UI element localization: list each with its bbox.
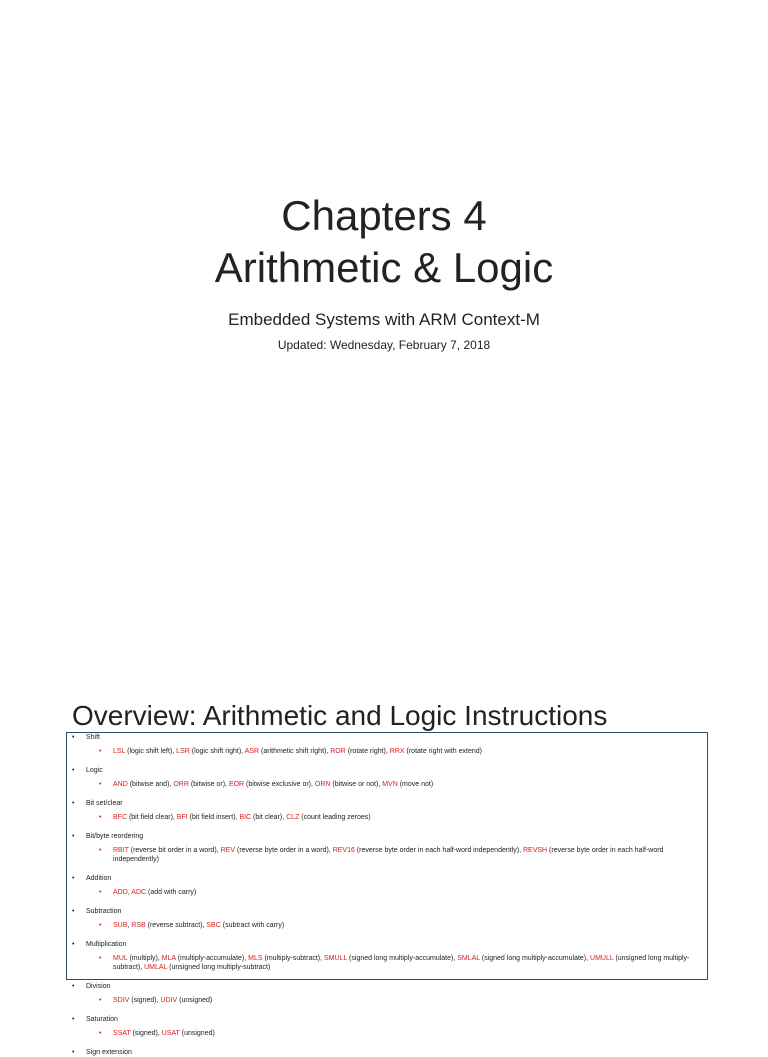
sub-bullet-icon: • (99, 847, 102, 854)
instruction-description: (bitwise and), (127, 781, 174, 788)
bullet-icon: • (72, 1049, 75, 1056)
instruction-description: (signed long multiply-accumulate), (479, 955, 591, 962)
instruction-description: (reverse byte order in each half-word independently) (113, 847, 664, 863)
instruction-description: (logic shift left), (125, 748, 177, 755)
sub-bullet-icon: • (99, 814, 102, 821)
instruction-mnemonic: BFC (113, 814, 127, 821)
instruction-description: , (127, 922, 132, 929)
instruction-mnemonic: LSL (113, 748, 126, 755)
bullet-icon: • (72, 983, 75, 990)
instruction-description: (reverse byte order in each half-word independently), (354, 847, 523, 854)
instruction-description: (bitwise exclusive or), (244, 781, 315, 788)
instruction-mnemonic: EOR (228, 781, 245, 788)
instruction-description: (count leading zeroes) (299, 814, 371, 821)
instruction-mnemonic: REV16 (332, 847, 355, 854)
bullet-icon: • (72, 734, 75, 741)
instruction-description: (bit field clear), (127, 814, 177, 821)
bullet-icon: • (72, 1016, 75, 1023)
instruction-description: (unsigned) (179, 1030, 215, 1037)
instruction-description: (unsigned long multiply-subtract), (113, 955, 690, 971)
instruction-line (72, 780, 712, 789)
instruction-description: (bitwise or), (188, 781, 229, 788)
instruction-mnemonic: MUL (113, 955, 128, 962)
instruction-mnemonic: SMULL (324, 955, 348, 962)
category-name: Multiplication (86, 941, 127, 948)
instruction-description: (add with carry) (146, 889, 197, 896)
instruction-mnemonic: UMULL (590, 955, 614, 962)
instruction-line (72, 1029, 712, 1038)
instruction-mnemonic: MVN (382, 781, 398, 788)
instruction-mnemonic: SDIV (113, 997, 130, 1004)
instruction-description: (unsigned long multiply-subtract) (167, 964, 271, 971)
sub-bullet-icon: • (99, 889, 102, 896)
category-name: Sign extension (86, 1049, 132, 1056)
category-block (72, 940, 712, 972)
instruction-description: (subtract with carry) (220, 922, 285, 929)
category-name: Division (86, 983, 111, 990)
instruction-mnemonic: SSAT (113, 1030, 131, 1037)
category-block (72, 799, 712, 822)
instruction-line (72, 813, 712, 822)
instruction-mnemonic: ADD (113, 889, 128, 896)
updated-date: Updated: Wednesday, February 7, 2018 (277, 338, 491, 352)
instruction-description: (reverse byte order in a word), (235, 847, 333, 854)
instruction-description: (bit clear), (251, 814, 287, 821)
instruction-description: (signed), (130, 1030, 162, 1037)
title-line-1: Chapters 4 (281, 192, 487, 239)
instruction-mnemonic: RBIT (113, 847, 129, 854)
instruction-description: (rotate right), (345, 748, 390, 755)
bullet-icon: • (72, 941, 75, 948)
category-heading (72, 982, 712, 991)
instruction-mnemonic: USAT (161, 1030, 180, 1037)
category-heading (72, 874, 712, 883)
bullet-icon: • (72, 767, 75, 774)
instruction-line (72, 921, 712, 930)
slide-subtitle: Embedded Systems with ARM Context-M (228, 310, 540, 329)
instruction-description: (reverse subtract), (145, 922, 207, 929)
instruction-description: (signed long multiply-accumulate), (347, 955, 458, 962)
instruction-mnemonic: ASR (244, 748, 260, 755)
category-block (72, 1015, 712, 1038)
instruction-mnemonic: SUB (113, 922, 128, 929)
instruction-line (72, 996, 712, 1005)
sub-bullet-icon: • (99, 922, 102, 929)
category-block (72, 982, 712, 1005)
instruction-mnemonic: ROR (330, 748, 346, 755)
instruction-description: (arithmetic shift right), (259, 748, 331, 755)
bullet-icon: • (72, 833, 75, 840)
sub-bullet-icon: • (99, 781, 102, 788)
instruction-description: (multiply), (127, 955, 162, 962)
bullet-icon: • (72, 908, 75, 915)
sub-bullet-icon: • (99, 997, 102, 1004)
instruction-line (72, 747, 712, 756)
category-block (72, 766, 712, 789)
instruction-line (72, 846, 712, 864)
instruction-mnemonic: BIC (239, 814, 252, 821)
category-heading (72, 766, 712, 775)
instruction-mnemonic: REVSH (522, 847, 548, 854)
category-name: Saturation (86, 1016, 118, 1023)
category-heading (72, 940, 712, 949)
instruction-description: (signed), (129, 997, 161, 1004)
category-name: Shift (86, 734, 101, 741)
instruction-mnemonic: BFI (176, 814, 188, 821)
instruction-mnemonic: MLA (161, 955, 176, 962)
category-block (72, 832, 712, 864)
category-name: Subtraction (86, 908, 122, 915)
category-heading (72, 832, 712, 841)
instruction-mnemonic: CLZ (286, 814, 300, 821)
category-name: Bit/byte reordering (86, 833, 144, 840)
instruction-mnemonic: REV (220, 847, 236, 854)
instruction-mnemonic: ADC (131, 889, 147, 896)
instruction-mnemonic: ORR (173, 781, 189, 788)
instruction-mnemonic: AND (113, 781, 128, 788)
instruction-mnemonic: LSR (176, 748, 190, 755)
instruction-description: (bitwise or not), (330, 781, 383, 788)
instruction-description: (rotate right with extend) (404, 748, 482, 755)
instruction-line (72, 888, 712, 897)
category-block (72, 733, 712, 756)
instruction-description: , (127, 889, 132, 896)
instruction-mnemonic: RRX (389, 748, 405, 755)
instruction-mnemonic: UMLAL (144, 964, 168, 971)
sub-bullet-icon: • (99, 955, 102, 962)
bullet-icon: • (72, 800, 75, 807)
category-block (72, 1048, 712, 1057)
bullet-icon: • (72, 875, 75, 882)
instruction-description: (bit field insert), (187, 814, 240, 821)
instruction-description: (logic shift right), (189, 748, 245, 755)
category-name: Bit set/clear (86, 800, 123, 807)
category-heading (72, 907, 712, 916)
instruction-description: (unsigned) (177, 997, 213, 1004)
category-heading (72, 1015, 712, 1024)
category-name: Logic (86, 767, 103, 774)
sub-bullet-icon: • (99, 748, 102, 755)
category-heading (72, 1048, 712, 1057)
instruction-line (72, 954, 712, 972)
instruction-description: (reverse bit order in a word), (128, 847, 221, 854)
slide-title (0, 190, 768, 294)
instruction-mnemonic: RSB (131, 922, 146, 929)
instruction-list (72, 733, 712, 1057)
instruction-mnemonic: SMLAL (457, 955, 480, 962)
sub-bullet-icon: • (99, 1030, 102, 1037)
category-block (72, 874, 712, 897)
instruction-mnemonic: UDIV (160, 997, 178, 1004)
category-block (72, 907, 712, 930)
instruction-description: (move not) (397, 781, 434, 788)
category-heading (72, 799, 712, 808)
category-name: Addition (86, 875, 112, 882)
title-line-2: Arithmetic & Logic (214, 244, 554, 291)
instruction-mnemonic: MLS (248, 955, 263, 962)
overview-title: Overview: Arithmetic and Logic Instructions (72, 700, 608, 731)
instruction-description: (multiply-accumulate), (175, 955, 249, 962)
category-heading (72, 733, 712, 742)
instruction-mnemonic: ORN (314, 781, 331, 788)
instruction-mnemonic: SBC (206, 922, 221, 929)
instruction-description: (multiply-subtract), (262, 955, 325, 962)
